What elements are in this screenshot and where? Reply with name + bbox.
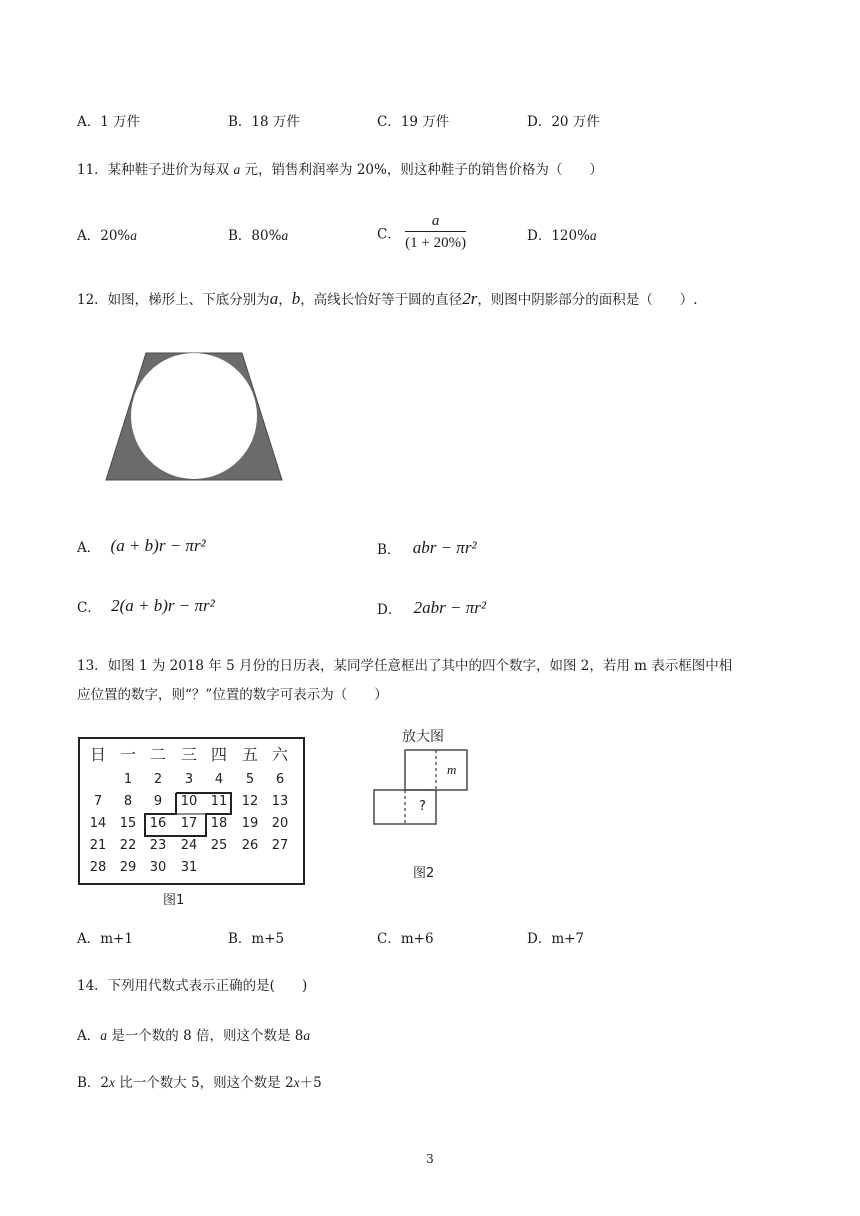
q13-option-a: A．m+1 [77, 931, 133, 947]
q12-option-c: C． 2(a + b)r − πr² [77, 596, 215, 616]
q14-option-b: B．2x 比一个数大 5，则这个数是 2x＋5 [77, 1075, 322, 1091]
figure2-title: 放大图 [402, 729, 444, 745]
calendar-day-cell: 26 [241, 838, 259, 853]
q11-stem: 11．某种鞋子进价为每双 a 元，销售利润率为 20%，则这种鞋子的销售价格为（ ） [77, 162, 603, 178]
calendar-header-cell: 二 [149, 745, 166, 764]
calendar-day-cell: 4 [214, 772, 224, 787]
calendar-day-cell: 7 [93, 794, 103, 809]
calendar-day-cell: 13 [271, 794, 289, 809]
q11-fraction: $\frac{a}{(1 + 20\%)}$ [405, 213, 467, 251]
calendar-day-cell: 1 [123, 772, 133, 787]
figure1-caption: 图1 [163, 893, 185, 908]
figure2-caption: 图2 [413, 866, 435, 881]
q11-option-a: A．20%a [77, 228, 138, 244]
calendar-day-cell: 28 [89, 860, 107, 875]
calendar-day-cell: 18 [210, 816, 228, 831]
q13-option-d: D．m+7 [527, 931, 585, 947]
q13-stem-line1: 13．如图 1 为 2018 年 5 月份的日历表，某同学任意框出了其中的四个数字，如图 2，若用 m 表示框图中相 [77, 658, 733, 674]
q11-option-c: C． $\frac{a}{(1 + 20\%)}$ [377, 211, 466, 254]
calendar-day-cell: 20 [271, 816, 289, 831]
calendar-day-cell: 22 [119, 838, 137, 853]
calendar-day-cell: 9 [153, 794, 163, 809]
calendar-day-cell: 6 [275, 772, 285, 787]
calendar-header-cell: 五 [241, 745, 258, 764]
q14-stem: 14．下列用代数式表示正确的是( ) [77, 978, 308, 994]
fig2-bottom-block [374, 790, 436, 824]
q11-option-d: D．120%a [527, 228, 597, 244]
q10-option-a: A．1 万件 [77, 114, 141, 130]
calendar-day-cell: 25 [210, 838, 228, 853]
calendar-day-cell: 30 [149, 860, 167, 875]
calendar-day-cell: 31 [180, 860, 198, 875]
q10-option-b: B．18 万件 [228, 114, 300, 130]
calendar-header-cell: 四 [210, 745, 227, 764]
q12-option-a: A． (a + b)r − πr² [77, 536, 206, 556]
calendar-day-cell: 5 [245, 772, 255, 787]
inscribed-circle [131, 353, 257, 479]
q14-option-a: A．a 是一个数的 8 倍，则这个数是 8a [77, 1028, 311, 1044]
calendar-header-cell: 六 [271, 745, 288, 764]
calendar-day-cell: 14 [89, 816, 107, 831]
q13-stem-line2: 应位置的数字，则“？”位置的数字可表示为（ ） [77, 687, 388, 703]
calendar-day-cell: 12 [241, 794, 259, 809]
calendar-day-cell: 29 [119, 860, 137, 875]
q10-option-c: C．19 万件 [377, 114, 450, 130]
calendar-day-cell: 15 [119, 816, 137, 831]
calendar-selection-outline [80, 739, 303, 883]
calendar-day-cell: 27 [271, 838, 289, 853]
calendar-day-cell: 16 [149, 816, 167, 831]
calendar-day-cell: 10 [180, 794, 198, 809]
calendar-day-cell: 11 [210, 794, 228, 809]
q13-option-c: C．m+6 [377, 931, 434, 947]
q12-stem: 12．如图，梯形上、下底分别为a，b，高线长恰好等于圆的直径2r，则图中阴影部分的面积是（ ）. [77, 289, 698, 308]
calendar-header-cell: 日 [89, 745, 106, 764]
calendar-figure [78, 737, 305, 885]
page-number: 3 [426, 1152, 434, 1166]
q12-option-b: B． abr − πr² [377, 538, 477, 558]
figure2-diagram [370, 746, 475, 828]
q12-option-d: D． 2abr − πr² [377, 598, 486, 618]
q13-option-b: B．m+5 [228, 931, 285, 947]
fig2-question-label: ? [419, 799, 426, 814]
calendar-day-cell: 19 [241, 816, 259, 831]
calendar-day-cell: 23 [149, 838, 167, 853]
calendar-day-cell: 3 [184, 772, 194, 787]
calendar-day-cell: 2 [153, 772, 163, 787]
calendar-header-cell: 一 [119, 745, 136, 764]
calendar-day-cell: 21 [89, 838, 107, 853]
q11-option-b: B．80%a [228, 228, 289, 244]
calendar-day-cell: 24 [180, 838, 198, 853]
calendar-day-cell: 17 [180, 816, 198, 831]
calendar-day-cell: 8 [123, 794, 133, 809]
fig2-m-label: m [447, 762, 457, 777]
q10-option-d: D．20 万件 [527, 114, 600, 130]
trapezoid-figure [100, 345, 290, 490]
calendar-header-cell: 三 [180, 745, 197, 764]
